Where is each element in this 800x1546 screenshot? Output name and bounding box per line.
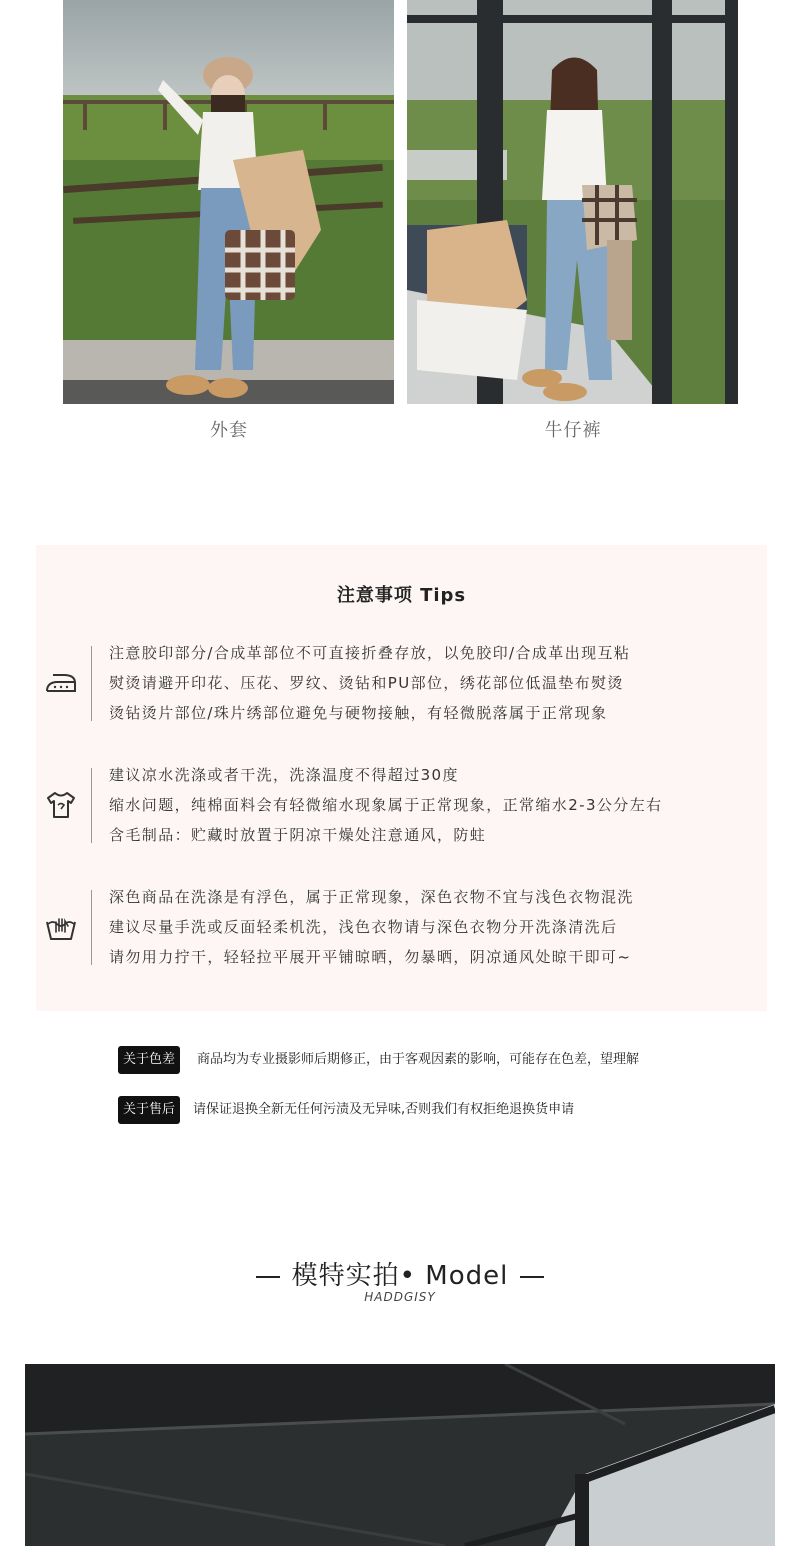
hand-wash-icon: [44, 910, 78, 944]
tip-lines: [109, 760, 663, 850]
tip-block-colorfast: [36, 882, 767, 974]
tip-line: 含毛制品：贮藏时放置于阴凉干燥处注意通风，防蛀: [109, 826, 487, 844]
notice-badge: 关于售后: [118, 1096, 180, 1124]
product-photo-coat: [63, 0, 394, 404]
care-tips-panel: [36, 545, 767, 1011]
tip-line: 建议尽量手洗或反面轻柔机洗，浅色衣物请与深色衣物分开洗涤清洗后: [109, 918, 618, 936]
tip-line: 熨烫请避开印花、压花、罗纹、烫钻和PU部位，绣花部位低温垫布熨烫: [109, 674, 624, 692]
tip-line: 注意胶印部分/合成革部位不可直接折叠存放，以免胶印/合成革出现互粘: [109, 644, 631, 662]
tip-lines: [109, 638, 630, 728]
notice-text: 商品均为专业摄影师后期修正，由于客观因素的影响，可能存在色差，望理解: [197, 1052, 640, 1067]
tip-line: 缩水问题，纯棉面料会有轻微缩水现象属于正常现象，正常缩水2-3公分左右: [109, 796, 663, 814]
photo-caption-coat: 外套: [210, 420, 248, 441]
tip-divider: [91, 646, 92, 721]
product-photo-jeans: [407, 0, 738, 404]
shirt-care-icon: [44, 788, 78, 822]
iron-icon: [44, 666, 78, 700]
notice-text: 请保证退换全新无任何污渍及无异味,否则我们有权拒绝退换货申请: [193, 1102, 575, 1117]
tip-lines: [109, 882, 634, 972]
tip-line: 深色商品在洗涤是有浮色，属于正常现象，深色衣物不宜与浅色衣物混洗: [109, 888, 634, 906]
tip-divider: [91, 890, 92, 965]
tip-block-ironing: [36, 638, 767, 730]
photo-caption-jeans: 牛仔裤: [544, 420, 602, 441]
tip-divider: [91, 768, 92, 843]
heading-dash-right: [520, 1276, 544, 1278]
tip-line: 请勿用力拧干，轻轻拉平展开平铺晾晒，勿暴晒，阴凉通风处晾干即可~: [109, 948, 632, 966]
tips-title: 注意事项 Tips: [336, 585, 467, 606]
tip-line: 烫钻烫片部位/珠片绣部位避免与硬物接触，有轻微脱落属于正常现象: [109, 704, 608, 722]
heading-dash-left: [256, 1276, 280, 1278]
model-subtitle: HADDGISY: [364, 1290, 436, 1304]
model-title: 模特实拍• Model: [291, 1261, 509, 1291]
model-section-heading: [0, 1255, 800, 1292]
model-photo: [25, 1364, 775, 1546]
tip-line: 建议凉水洗涤或者干洗，洗涤温度不得超过30度: [109, 766, 459, 784]
tip-block-washing: [36, 760, 767, 852]
notice-badge: 关于色差: [118, 1046, 180, 1074]
